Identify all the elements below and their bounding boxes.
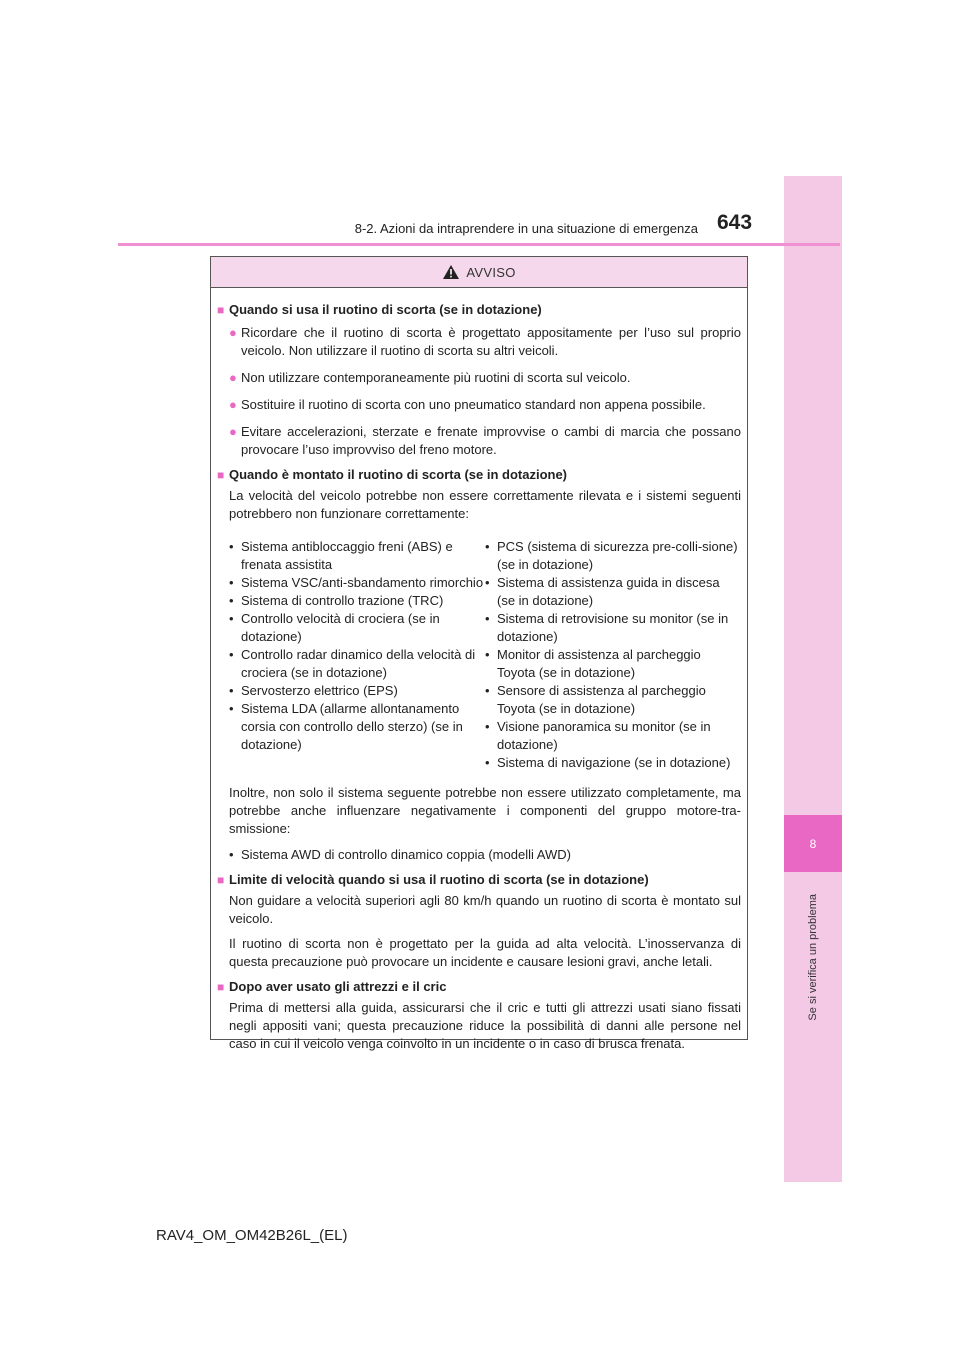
list-item: • Sistema AWD di controllo dinamico coppia (modelli AWD) — [229, 847, 571, 862]
chapter-tab: 8 — [784, 815, 842, 872]
circle-bullet-icon: ● — [229, 370, 237, 385]
list-item: • Sistema di assistenza guida in discesa (se in dotazione) — [485, 575, 720, 608]
page-number: 643 — [717, 211, 753, 234]
bullet-item: ● Sostituire il ruotino di scorta con uno pneumatico standard non appena possibile. — [229, 397, 706, 412]
list-item: • Controllo velocità di crociera (se in dotazione) — [229, 611, 440, 644]
warning-title: AVVISO — [466, 264, 516, 280]
paragraph: La velocità del veicolo potrebbe non essere correttamente rilevata e i sistemi seguenti potrebbero non funzionare correttamente: — [229, 488, 741, 521]
circle-bullet-icon: ● — [229, 424, 237, 439]
list-item: • Sistema di retrovisione su monitor (se in dotazione) — [485, 611, 729, 644]
bullet-item: ● Ricordare che il ruotino di scorta è progettato appositamente per l’uso sul proprio veicolo. Non utilizzare il ruotino di scorta su altri veicoli. — [229, 325, 741, 358]
bullet-item: ● Non utilizzare contemporaneamente più ruotini di scorta sul veicolo. — [229, 370, 631, 385]
list-item: • Visione panoramica su monitor (se in dotazione) — [485, 719, 711, 752]
section-heading: ■ Dopo aver usato gli attrezzi e il cric — [217, 979, 447, 994]
document-code: RAV4_OM_OM42B26L_(EL) — [156, 1227, 348, 1244]
list-item: • Sensore di assistenza al parcheggio Toyota (se in dotazione) — [485, 683, 706, 716]
paragraph: Prima di mettersi alla guida, assicurarsi che il cric e tutti gli attrezzi usati siano fissati negli appositi vani; questa precauzione riduce la possibilità di danni alle persone nel caso in cui il veicolo venga coinvolto in un incidente o in caso di brusca frenata. — [229, 1000, 741, 1051]
bullet-item: ● Evitare accelerazioni, sterzate e frenate improvvise o cambi di marcia che possano provocare l’uso improvviso del freno motore. — [229, 424, 741, 457]
list-item: • Monitor di assistenza al parcheggio Toyota (se in dotazione) — [485, 647, 701, 680]
systems-list-left — [229, 538, 485, 772]
paragraph: Il ruotino di scorta non è progettato per la guida ad alta velocità. L’inosservanza di questa precauzione può provocare un incidente e causare lesioni gravi, anche letali. — [229, 936, 741, 969]
list-item: • Sistema di navigazione (se in dotazione) — [485, 755, 731, 770]
section-heading: ■ Quando è montato il ruotino di scorta (se in dotazione) — [217, 467, 568, 482]
square-bullet-icon: ■ — [217, 980, 225, 994]
chapter-title: 8-2. Azioni da intraprendere in una situazione di emergenza — [354, 221, 698, 236]
systems-list-right — [485, 538, 741, 772]
warning-body — [211, 288, 747, 1053]
list-item: • PCS (sistema di sicurezza pre-colli-sione) (se in dotazione) — [485, 539, 738, 572]
paragraph: Inoltre, non solo il sistema seguente potrebbe non essere utilizzato completamente, ma potrebbe anche influenzare negativamente i componenti del gruppo motore-tra-smissione: — [229, 785, 741, 836]
list-item: • Sistema antibloccaggio freni (ABS) e frenata assistita — [229, 539, 453, 572]
warning-box — [210, 256, 748, 1051]
header-rule — [118, 243, 840, 246]
section-heading: ■ Quando si usa il ruotino di scorta (se in dotazione) — [217, 302, 542, 317]
circle-bullet-icon: ● — [229, 325, 237, 340]
square-bullet-icon: ■ — [217, 873, 225, 887]
paragraph: Non guidare a velocità superiori agli 80 km/h quando un ruotino di scorta è montato sul veicolo. — [229, 893, 741, 926]
warning-triangle-icon — [442, 264, 460, 280]
list-item: • Servosterzo elettrico (EPS) — [229, 683, 398, 698]
square-bullet-icon: ■ — [217, 468, 225, 482]
systems-list — [217, 538, 741, 772]
list-item: • Controllo radar dinamico della velocità di crociera (se in dotazione) — [229, 647, 476, 680]
list-item: • Sistema LDA (allarme allontanamento corsia con controllo dello sterzo) (se in dotazione) — [229, 701, 463, 752]
list-item: • Sistema di controllo trazione (TRC) — [229, 593, 444, 608]
list-item: • Sistema VSC/anti-sbandamento rimorchio — [229, 575, 484, 590]
square-bullet-icon: ■ — [217, 303, 225, 317]
chapter-side-label: Se si verifica un problema — [807, 893, 819, 1021]
section-heading: ■ Limite di velocità quando si usa il ruotino di scorta (se in dotazione) — [217, 872, 649, 887]
warning-header — [211, 257, 747, 288]
circle-bullet-icon: ● — [229, 397, 237, 412]
